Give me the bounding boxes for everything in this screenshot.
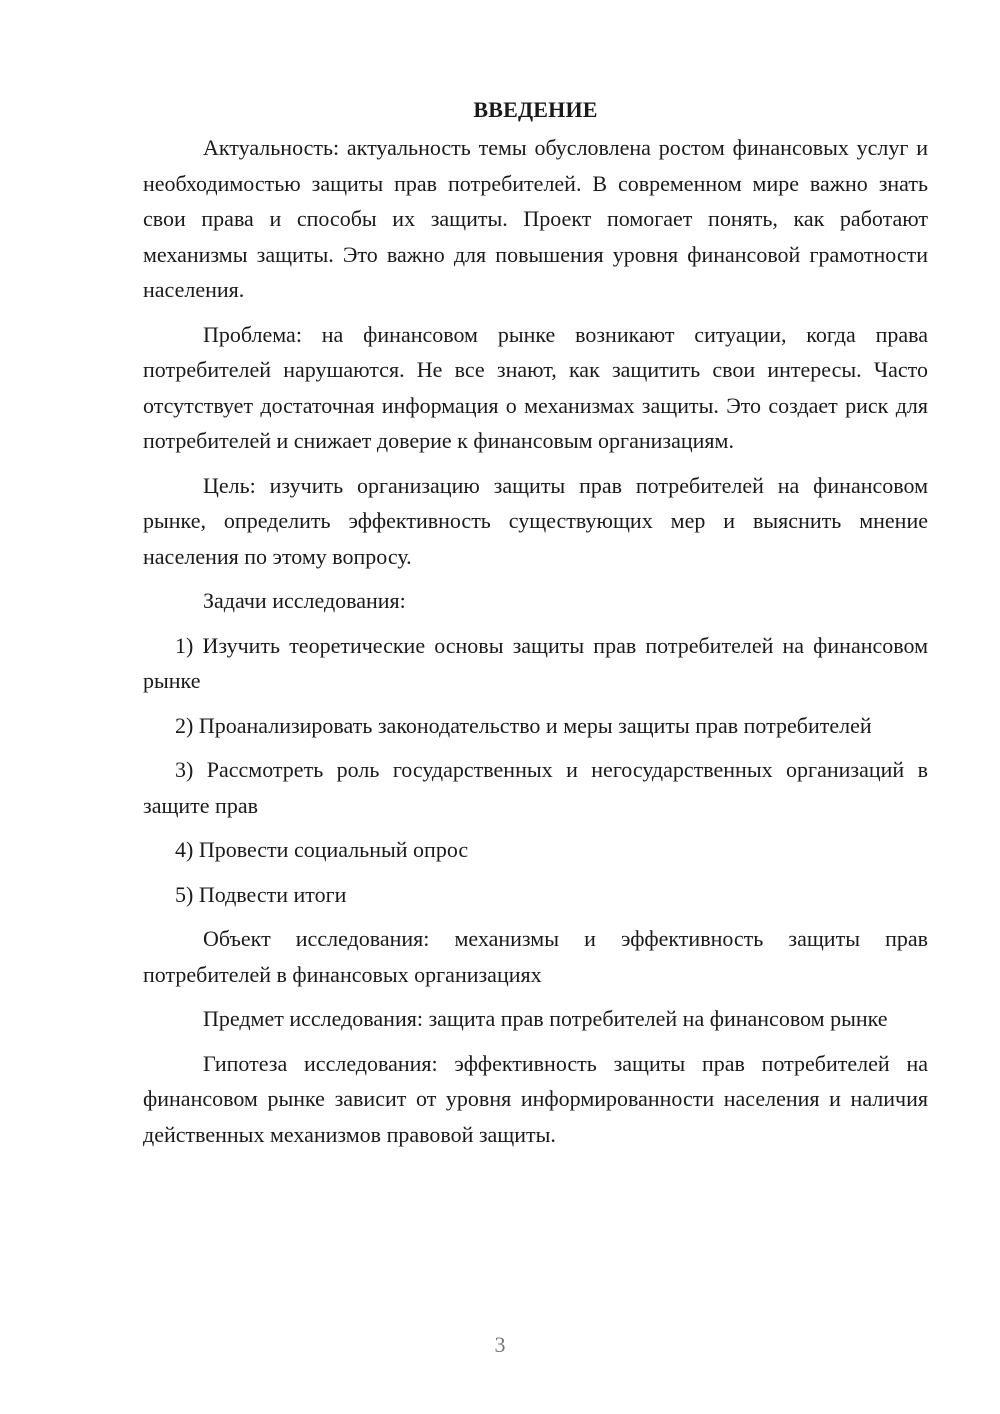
- hypothesis-paragraph: Гипотеза исследования: эффективность защиты прав потребителей на финансовом рынке зависит от уровня информированности населения и наличия действенных механизмов правовой защиты.: [143, 1050, 928, 1147]
- task-item-4: 4) Провести социальный опрос: [175, 837, 469, 862]
- task-item-5: 5) Подвести итоги: [175, 881, 347, 907]
- page-content: [143, 92, 928, 1161]
- task-item-2: 2) Проанализировать законодательство и меры защиты прав потребителей: [175, 712, 872, 738]
- page-number: 3: [494, 1332, 506, 1357]
- section-title: ВВЕДЕНИЕ: [473, 97, 598, 122]
- task-item-3: 3) Рассмотреть роль государственных и негосударственных организаций в защите прав: [143, 757, 928, 818]
- problem-paragraph: Проблема: на финансовом рынке возникают ситуации, когда права потребителей нарушаются. Не все знают, как защитить свои интересы. Часто отсутствует достаточная информация о механизмах защиты. Это создает риск для потребителей и снижает доверие к финансовым организациям.: [143, 321, 928, 453]
- relevance-paragraph: Актуальность: актуальность темы обусловлена ростом финансовых услуг и необходимостью защиты прав потребителей. В современном мире важно знать свои права и способы их защиты. Проект помогает понять, как работают механизмы защиты. Это важно для повышения уровня финансовой грамотности населения.: [143, 135, 928, 302]
- task-item-1: 1) Изучить теоретические основы защиты прав потребителей на финансовом рынке: [143, 632, 928, 693]
- tasks-heading: Задачи исследования:: [203, 588, 406, 613]
- goal-paragraph: Цель: изучить организацию защиты прав потребителей на финансовом рынке, определить эффективность существующих мер и выяснить мнение населения по этому вопросу.: [143, 472, 928, 569]
- object-paragraph: Объект исследования: механизмы и эффективность защиты прав потребителей в финансовых организациях: [143, 926, 928, 987]
- subject-paragraph: Предмет исследования: защита прав потребителей на финансовом рынке: [203, 1006, 888, 1031]
